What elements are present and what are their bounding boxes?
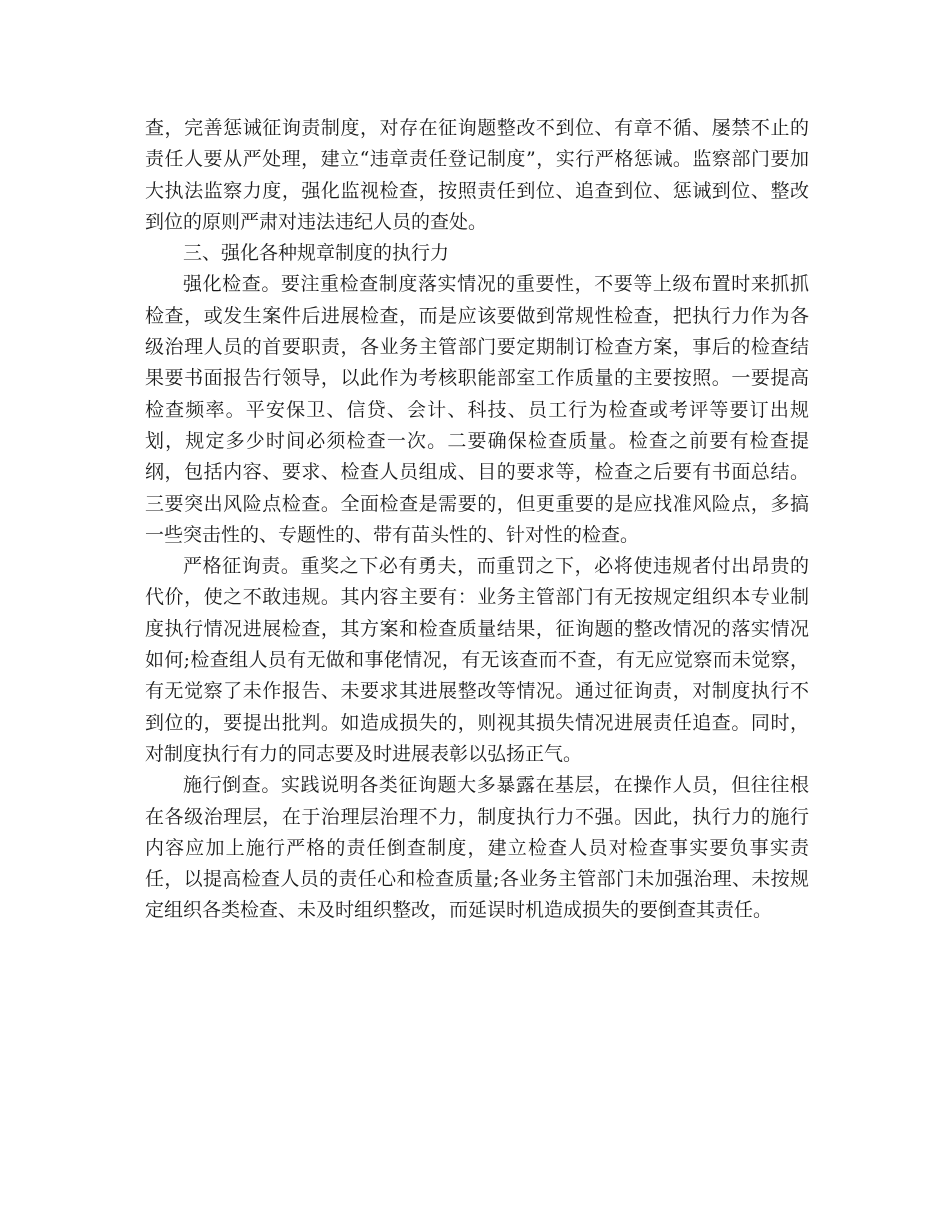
document-page xyxy=(145,113,809,927)
paragraph-strict-accountability: 严格征询责。重奖之下必有勇夫，而重罚之下，必将使违规者付出昂贵的代价，使之不敢违规。其内容主要有：业务主管部门有无按规定组织本专业制度执行情况进展检查，其方案和检查质量结果，征询题的整改情况的落实情况如何;检查组人员有无做和事佬情况，有无该查而不查，有无应觉察而未觉察，有无觉察了未作报告、未要求其进展整改等情况。通过征询责，对制度执行不到位的，要提出批判。如造成损失的，则视其损失情况进展责任追查。同时，对制度执行有力的同志要及时进展表彰以弘扬正气。 xyxy=(145,555,809,765)
paragraph-strengthen-inspection: 强化检查。要注重检查制度落实情况的重要性，不要等上级布置时来抓抓检查，或发生案件后进展检查，而是应该要做到常规性检查，把执行力作为各级治理人员的首要职责，各业务主管部门要定期制订检查方案，事后的检查结果要书面报告行领导，以此作为考核职能部室工作质量的主要按照。一要提高检查频率。平安保卫、信贷、会计、科技、员工行为检查或考评等要订出规划，规定多少时间必须检查一次。二要确保检查质量。检查之前要有检查提纲，包括内容、要求、检查人员组成、目的要求等，检查之后要有书面总结。三要突出风险点检查。全面检查是需要的，但更重要的是应找准风险点，多搞一些突击性的、专题性的、带有苗头性的、针对性的检查。 xyxy=(145,273,809,546)
section-heading: 三、强化各种规章制度的执行力 xyxy=(183,242,450,265)
paragraph-reverse-investigation: 施行倒查。实践说明各类征询题大多暴露在基层，在操作人员，但往往根在各级治理层，在于治理层治理不力，制度执行力不强。因此，执行力的施行内容应加上施行严格的责任倒查制度，建立检查人员对检查事实要负事实责任，以提高检查人员的责任心和检查质量;各业务主管部门未加强治理、未按规定组织各类检查、未及时组织整改，而延误时机造成损失的要倒查其责任。 xyxy=(145,774,809,922)
paragraph-continuation: 查，完善惩诫征询责制度，对存在征询题整改不到位、有章不循、屡禁不止的责任人要从严处理，建立“违章责任登记制度”，实行严格惩诫。监察部门要加大执法监察力度，强化监视检查，按照责任到位、追查到位、惩诫到位、整改到位的原则严肃对违法违纪人员的查处。 xyxy=(145,117,809,233)
